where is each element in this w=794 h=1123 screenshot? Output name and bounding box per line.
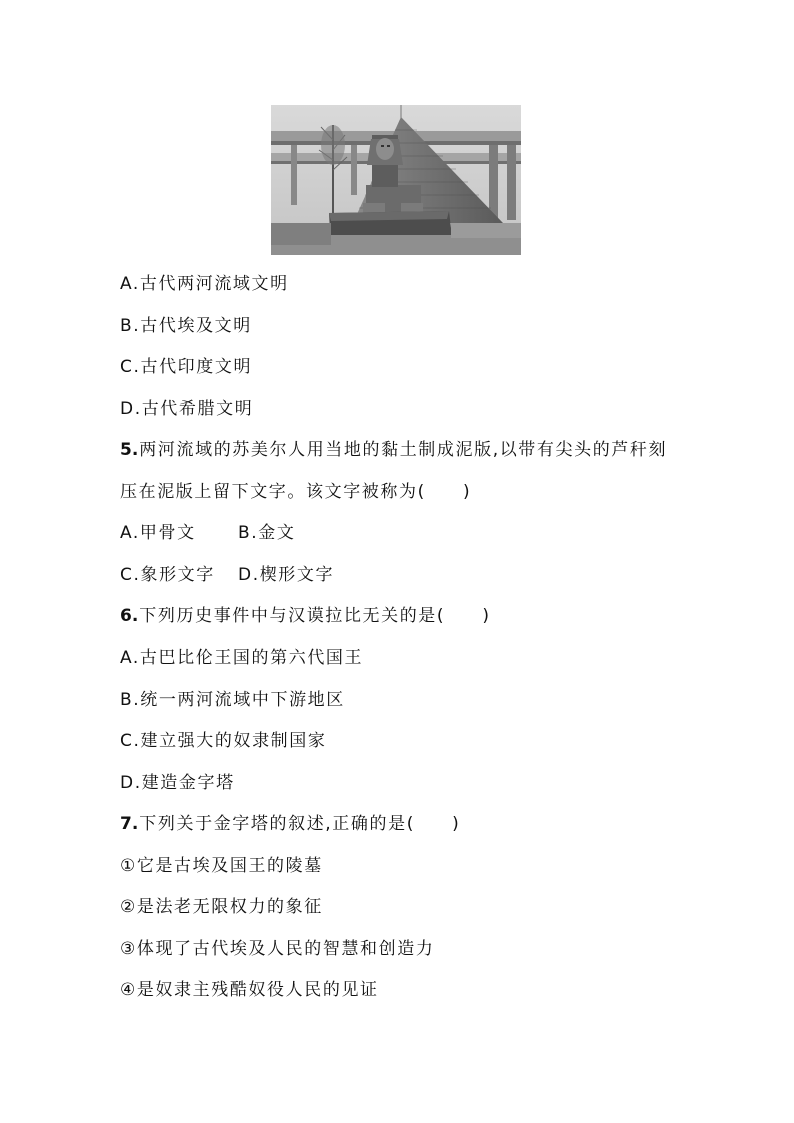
q5-option-b: B.金文: [238, 523, 296, 543]
q5-option-a: A.甲骨文: [120, 523, 196, 543]
q4-option-b: B.古代埃及文明: [120, 316, 252, 336]
q4-option-d: D.古代希腊文明: [120, 399, 254, 419]
q6-number: 6.: [120, 606, 139, 626]
q4-option-a: A.古代两河流域文明: [120, 274, 289, 294]
q7-number: 7.: [120, 814, 139, 834]
q7-statement-3: ③体现了古代埃及人民的智慧和创造力: [120, 939, 435, 959]
q5-stem-line2: 压在泥版上留下文字。该文字被称为( ): [120, 482, 472, 502]
q7-stem-text: 下列关于金字塔的叙述,正确的是( ): [139, 814, 461, 834]
q6-option-a: A.古巴比伦王国的第六代国王: [120, 648, 364, 668]
q7-statement-2: ②是法老无限权力的象征: [120, 897, 323, 917]
q5-number: 5.: [120, 440, 139, 460]
q6-option-c: C.建立强大的奴隶制国家: [120, 731, 327, 751]
q6-stem: [120, 605, 491, 627]
q5-options-row2: [120, 564, 334, 586]
q5-option-c: C.象形文字: [120, 565, 215, 585]
q5-option-d: D.楔形文字: [238, 565, 335, 585]
q7-statement-4: ④是奴隶主残酷奴役人民的见证: [120, 980, 379, 1000]
q7-statement-1: ①它是古埃及国王的陵墓: [120, 856, 323, 876]
q6-stem-text: 下列历史事件中与汉谟拉比无关的是( ): [139, 606, 491, 626]
q4-option-c: C.古代印度文明: [120, 357, 253, 377]
q5-stem-line1: [120, 439, 667, 461]
q7-stem: [120, 813, 460, 835]
q5-stem-text: 两河流域的苏美尔人用当地的黏土制成泥版,以带有尖头的芦秆刻: [139, 440, 668, 460]
q6-option-d: D.建造金字塔: [120, 773, 235, 793]
sphinx-pyramid-replica-photo: [271, 105, 521, 255]
q5-options-row1: [120, 522, 295, 544]
q6-option-b: B.统一两河流域中下游地区: [120, 690, 345, 710]
